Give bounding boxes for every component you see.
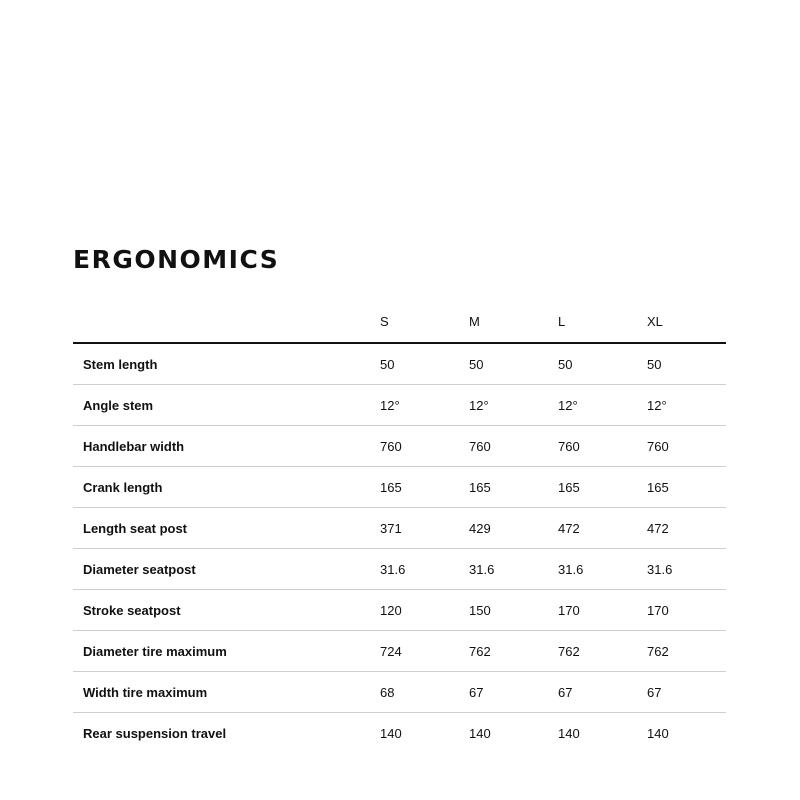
- cell-value: 150: [469, 590, 558, 631]
- row-label: Diameter tire maximum: [73, 631, 380, 672]
- row-label: Rear suspension travel: [83, 725, 227, 741]
- header-size-m: M: [469, 301, 558, 343]
- cell-value: 120: [380, 590, 469, 631]
- cell-value: 165: [558, 467, 647, 508]
- row-label: Handlebar width: [73, 426, 380, 467]
- row-label: Diameter seatpost: [73, 549, 380, 590]
- cell-value: 140: [380, 725, 402, 741]
- row-label: Width tire maximum: [73, 672, 380, 713]
- cell-value: 12°: [469, 385, 558, 426]
- table-row: [73, 508, 726, 549]
- row-label: Crank length: [73, 467, 380, 508]
- cell-value: 170: [558, 590, 647, 631]
- table-row: [73, 631, 726, 672]
- cell-value: 67: [469, 672, 558, 713]
- row-label: Angle stem: [73, 385, 380, 426]
- cell-value: 760: [469, 426, 558, 467]
- cell-value: 760: [558, 426, 647, 467]
- cell-value: 67: [558, 672, 647, 713]
- cell-value: 50: [647, 343, 726, 385]
- ergonomics-table: [73, 301, 726, 753]
- cell-value: 50: [558, 343, 647, 385]
- section-title: ERGONOMICS: [73, 245, 280, 274]
- cell-value: 31.6: [558, 549, 647, 590]
- cell-value: 50: [469, 343, 558, 385]
- cell-value: 724: [380, 631, 469, 672]
- cell-value: 371: [380, 508, 469, 549]
- cell-value: 760: [380, 426, 469, 467]
- cell-value: 140: [647, 725, 669, 741]
- cell-value: 140: [469, 725, 491, 741]
- header-size-xl: XL: [647, 301, 726, 343]
- row-label: Stem length: [73, 343, 380, 385]
- cell-value: 68: [380, 672, 469, 713]
- cell-value: 429: [469, 508, 558, 549]
- header-empty-cell: [73, 301, 380, 343]
- header-size-s: S: [380, 301, 469, 343]
- row-label: Stroke seatpost: [73, 590, 380, 631]
- cell-value: 50: [380, 343, 469, 385]
- table-row: [73, 467, 726, 508]
- cell-value: 762: [647, 631, 726, 672]
- table-row: [73, 549, 726, 590]
- cell-value: 31.6: [380, 549, 469, 590]
- cell-value: 12°: [558, 385, 647, 426]
- table-row: [73, 590, 726, 631]
- cell-value: 472: [558, 508, 647, 549]
- cell-value: 31.6: [647, 549, 726, 590]
- cell-value: 12°: [380, 385, 469, 426]
- table-row: [73, 426, 726, 467]
- cell-value: 472: [647, 508, 726, 549]
- cell-value: 31.6: [469, 549, 558, 590]
- table-header-row: [73, 301, 726, 343]
- header-size-l: L: [558, 301, 647, 343]
- table-row: [73, 713, 726, 754]
- cell-value: 165: [469, 467, 558, 508]
- table-row: [73, 385, 726, 426]
- row-label: Length seat post: [73, 508, 380, 549]
- table-row: [73, 672, 726, 713]
- cell-value: 140: [558, 725, 580, 741]
- cell-value: 165: [647, 467, 726, 508]
- table-row: [73, 343, 726, 385]
- cell-value: 760: [647, 426, 726, 467]
- cell-value: 762: [558, 631, 647, 672]
- cell-value: 762: [469, 631, 558, 672]
- cell-value: 12°: [647, 385, 726, 426]
- cell-value: 165: [380, 467, 469, 508]
- cell-value: 170: [647, 590, 726, 631]
- cell-value: 67: [647, 672, 726, 713]
